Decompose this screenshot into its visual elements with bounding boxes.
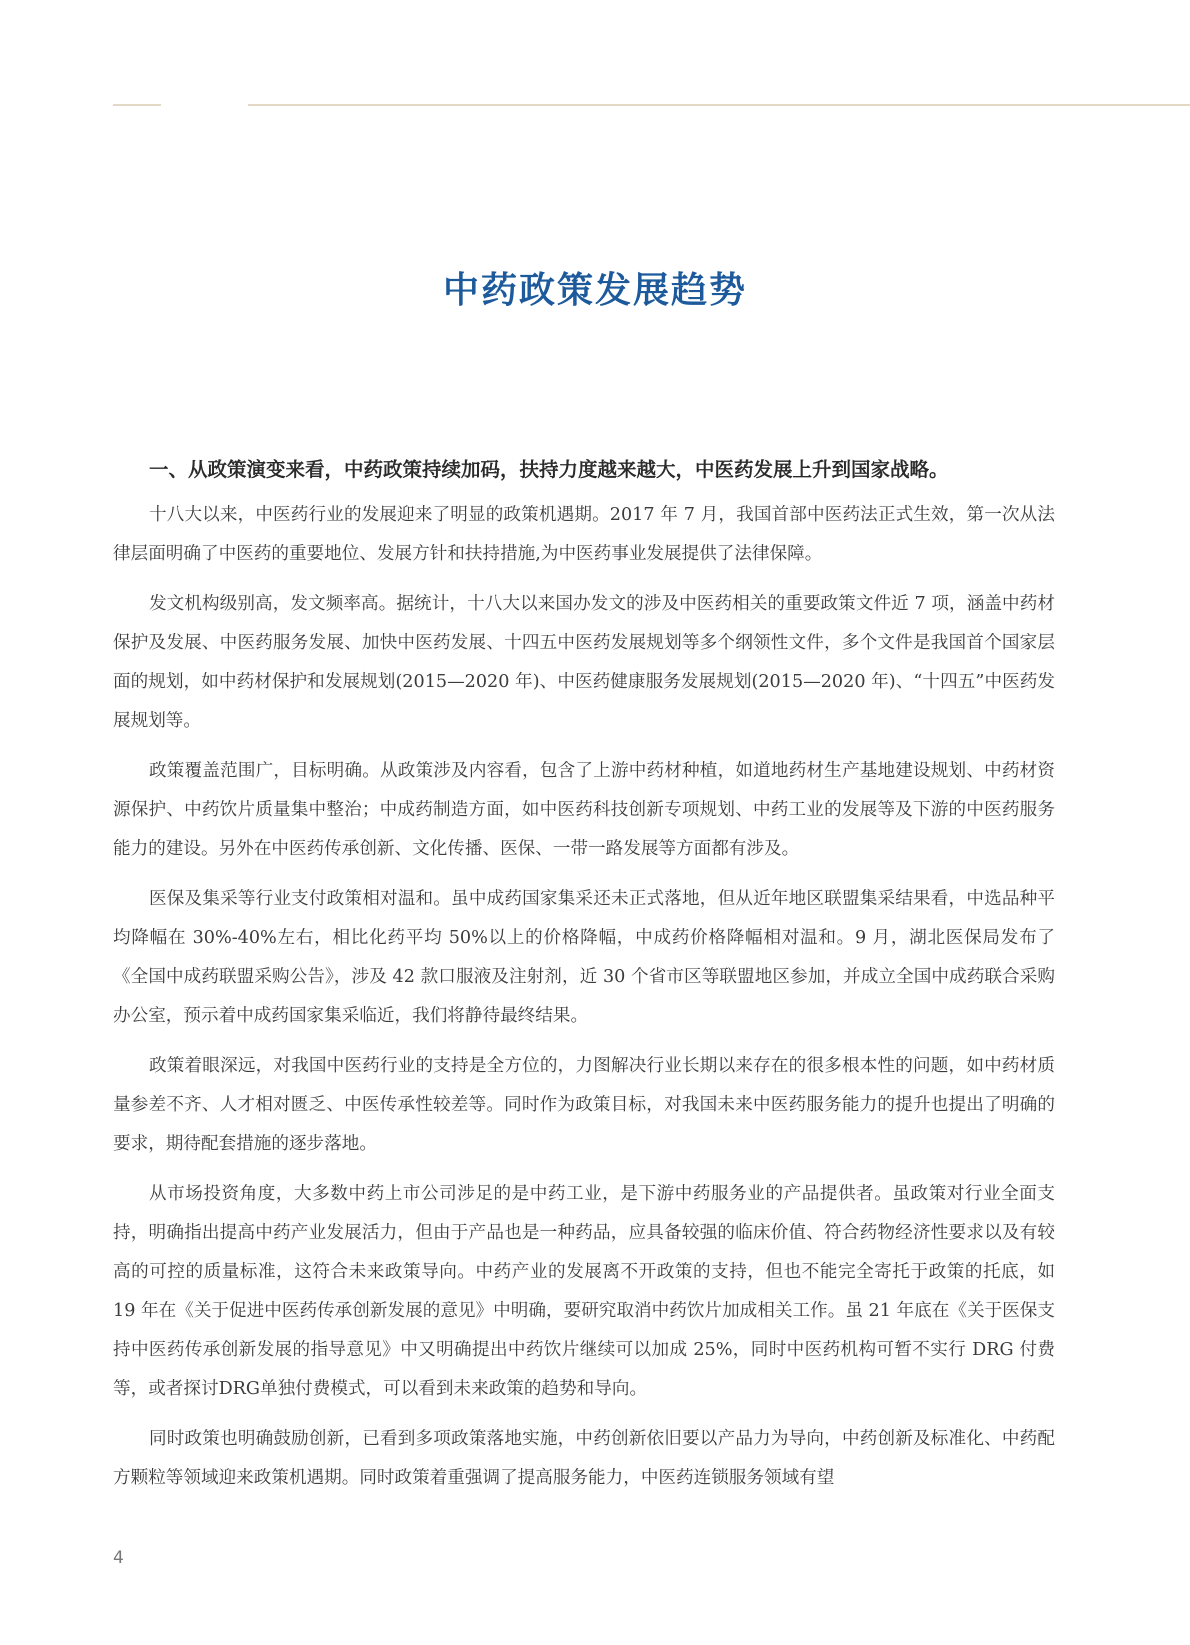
paragraph-policy-frequency: 发文机构级别高，发文频率高。据统计，十八大以来国办发文的涉及中医药相关的重要政策文件近 7 项，涵盖中药材保护及发展、中医药服务发展、加快中医药发展、十四五中医药发展规划等多个纲领性文件，多个文件是我国首个国家层面的规划，如中药材保护和发展规划(2015—2020 年)、中医药健康服务发展规划(2015—2020 年)、“十四五”中医药发展规划等。 — [113, 594, 1055, 731]
paragraph-policy-vision: 政策着眼深远，对我国中医药行业的支持是全方位的，力图解决行业长期以来存在的很多根本性的问题，如中药材质量参差不齐、人才相对匮乏、中医传承性较差等。同时作为政策目标，对我国未来中医药服务能力的提升也提出了明确的要求，期待配套措施的逐步落地。 — [113, 1056, 1055, 1154]
paragraph-innovation: 同时政策也明确鼓励创新，已看到多项政策落地实施，中药创新依旧要以产品力为导向，中药创新及标准化、中药配方颗粒等领域迎来政策机遇期。同时政策着重强调了提高服务能力，中医药连锁服务领域有望 — [113, 1429, 1055, 1488]
paragraph-market-investment: 从市场投资角度，大多数中药上市公司涉足的是中药工业，是下游中药服务业的产品提供者。虽政策对行业全面支持，明确指出提高中药产业发展活力，但由于产品也是一种药品，应具备较强的临床价值、符合药物经济性要求以及有较高的可控的质量标准，这符合未来政策导向。中药产业的发展离不开政策的支持，但也不能完全寄托于政策的托底，如 19 年在《关于促进中医药传承创新发展的意见》中明确，要研究取消中药饮片加成相关工作。虽 21 年底在《关于医保支持中医药传承创新发展的指导意见》中又明确提出中药饮片继续可以加成 25%，同时中医药机构可暂不实行 DRG 付费等，或者探讨DRG单独付费模式，可以看到未来政策的趋势和导向。 — [113, 1184, 1055, 1399]
header-rule-long — [248, 104, 1190, 106]
page-title: 中药政策发展趋势 — [442, 269, 747, 311]
page-number: 4 — [113, 1548, 124, 1568]
article-body — [113, 456, 1055, 1509]
paragraph-payment-policy: 医保及集采等行业支付政策相对温和。虽中成药国家集采还未正式落地，但从近年地区联盟集采结果看，中选品种平均降幅在 30%-40%左右，相比化药平均 50%以上的价格降幅，中成药价格降幅相对温和。9 月，湖北医保局发布了《全国中成药联盟采购公告》，涉及 42 款口服液及注射剂，近 30 个省市区等联盟地区参加，并成立全国中成药联合采购办公室，预示着中成药国家集采临近，我们将静待最终结果。 — [113, 889, 1055, 1026]
header-rule-short — [113, 104, 161, 106]
paragraph-legal-milestone: 十八大以来，中医药行业的发展迎来了明显的政策机遇期。2017 年 7 月，我国首部中医药法正式生效，第一次从法律层面明确了中医药的重要地位、发展方针和扶持措施,为中医药事业发展提供了法律保障。 — [113, 505, 1055, 564]
section-heading: 一、从政策演变来看，中药政策持续加码，扶持力度越来越大，中医药发展上升到国家战略。 — [149, 458, 949, 481]
paragraph-policy-coverage: 政策覆盖范围广，目标明确。从政策涉及内容看，包含了上游中药材种植，如道地药材生产基地建设规划、中药材资源保护、中药饮片质量集中整治；中成药制造方面，如中医药科技创新专项规划、中药工业的发展等及下游的中医药服务能力的建设。另外在中医药传承创新、文化传播、医保、一带一路发展等方面都有涉及。 — [113, 761, 1055, 859]
